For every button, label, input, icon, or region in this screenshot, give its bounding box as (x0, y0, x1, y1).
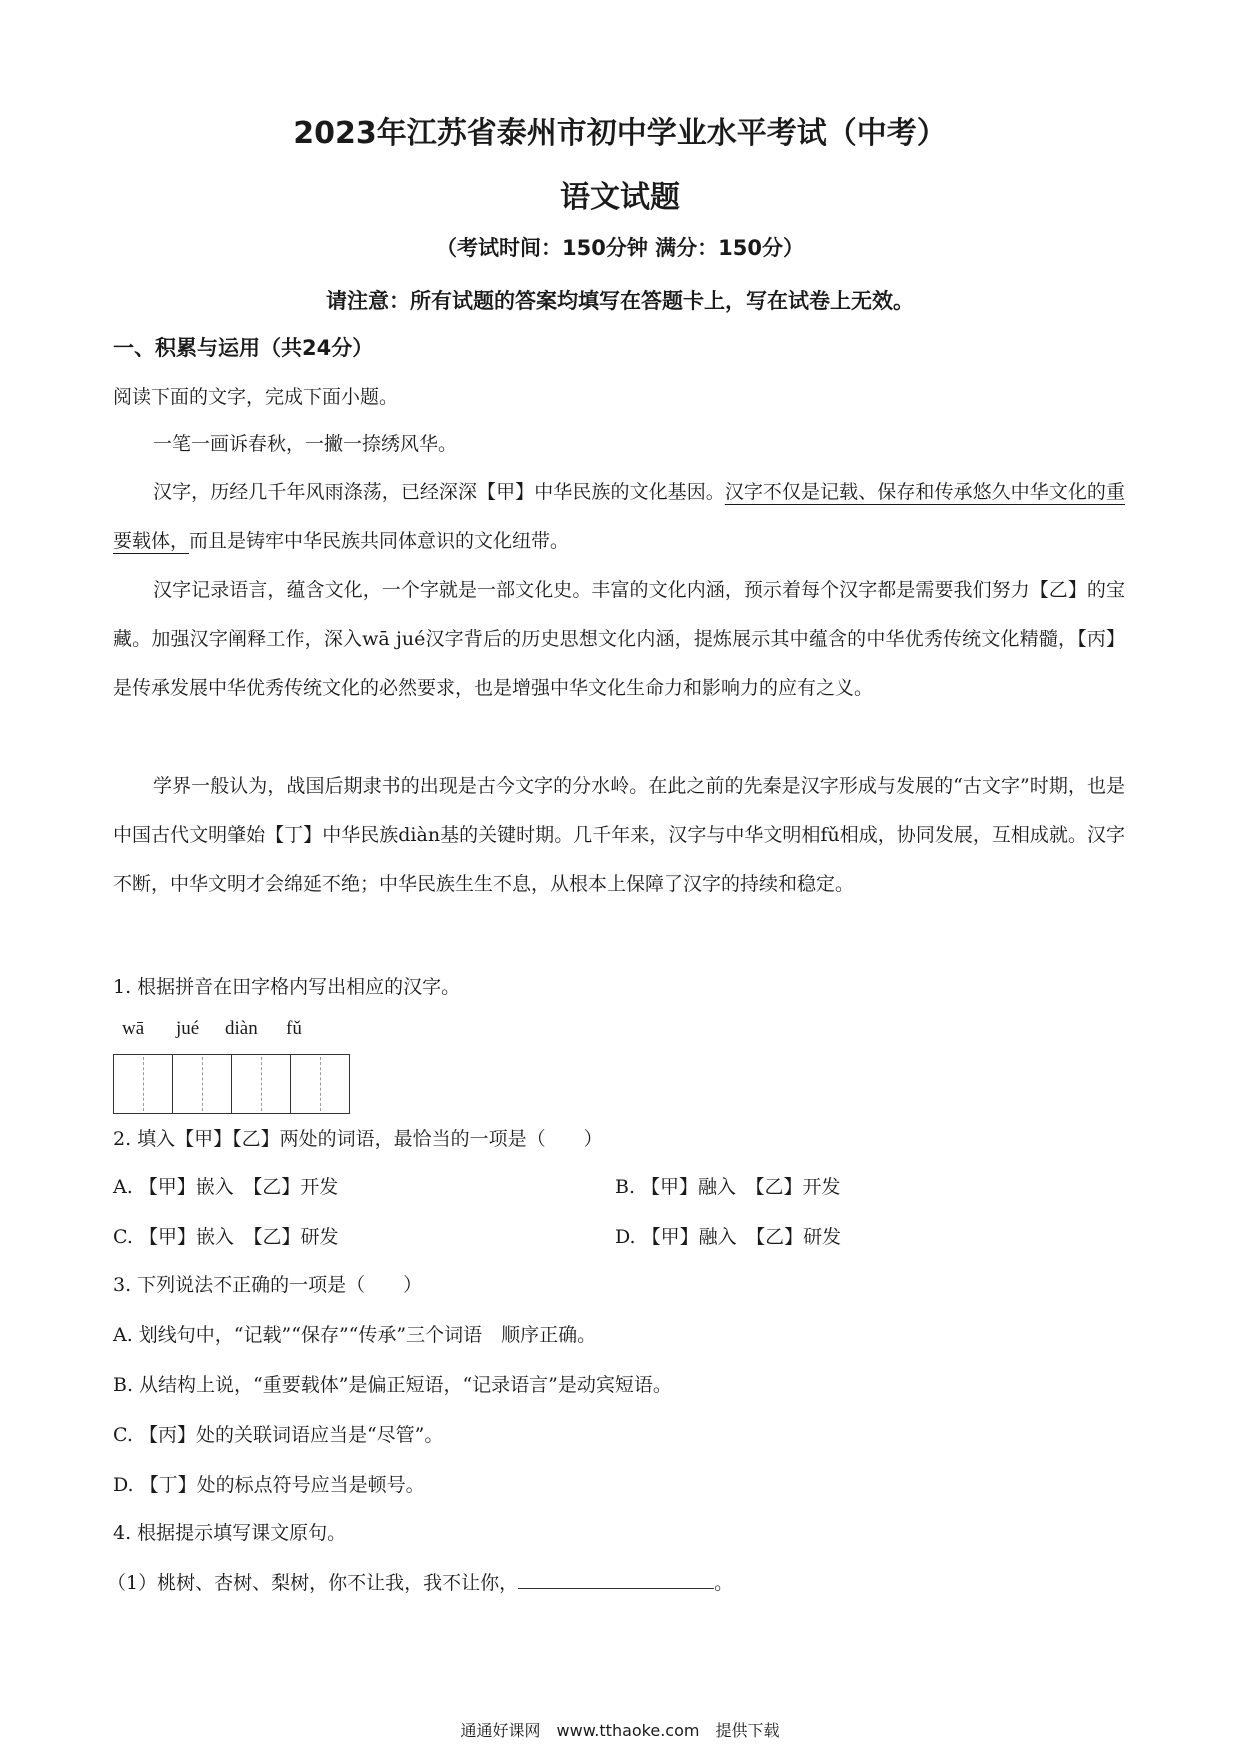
underlined-sentence: 汉字不仅是记载、保存和传承悠久中华文化的重要载体， (113, 481, 1125, 552)
question-2-stem: 2. 填入【甲】【乙】两处的词语，最恰当的一项是（ ） (113, 1128, 603, 1150)
q3-option-c: C. 【丙】处的关联词语应当是“尽管”。 (113, 1424, 444, 1446)
passage-paragraph-1: 一笔一画诉春秋，一撇一捺绣风华。 (153, 433, 458, 455)
page-footer: 通通好课网 www.tthaoke.com 提供下载 (460, 1721, 780, 1740)
reading-instruction: 阅读下面的文字，完成下面小题。 (113, 386, 399, 408)
exam-subtitle: 语文试题 (560, 180, 680, 215)
grid-cell[interactable] (114, 1055, 172, 1113)
question-4-stem: 4. 根据提示填写课文原句。 (113, 1522, 347, 1544)
pinyin-label: wā (122, 1018, 145, 1039)
passage-paragraph-3: 汉字记录语言，蕴含文化，一个字就是一部文化史。丰富的文化内涵，预示着每个汉字都是需要我们努力【乙】的宝藏。加强汉字阐释工作，深入wā jué汉字背后的历史思想文化内涵，提炼展示其中蕴含的中华优秀传统文化精髓，【丙】是传承发展中华优秀传统文化的必然要求，也是增强中华文化生命力和影响力的应有之义。 (113, 579, 1125, 699)
passage-paragraph-4: 学界一般认为，战国后期隶书的出现是古今文字的分水岭。在此之前的先秦是汉字形成与发展的“古文字”时期，也是中国古代文明肇始【丁】中华民族diàn基的关键时期。几千年来，汉字与中华文明相fǔ相成，协同发展，互相成就。汉字不断，中华文明才会绵延不绝；中华民族生生不息，从根本上保障了汉字的持续和稳定。 (113, 775, 1125, 895)
grid-cell[interactable] (172, 1055, 231, 1113)
exam-title: 2023年江苏省泰州市初中学业水平考试（中考） (293, 116, 947, 151)
question-1-stem: 1. 根据拼音在田字格内写出相应的汉字。 (113, 976, 461, 998)
q2-option-b: B. 【甲】融入 【乙】开发 (615, 1176, 841, 1198)
passage-paragraph-2: 汉字，历经几千年风雨涤荡，已经深深【甲】中华民族的文化基因。汉字不仅是记载、保存和传承悠久中华文化的重要载体，而且是铸牢中华民族共同体意识的文化纽带。 (113, 481, 1125, 552)
grid-cell[interactable] (290, 1055, 349, 1113)
character-grid (113, 1054, 350, 1114)
exam-info: （考试时间：150分钟 满分：150分） (436, 236, 804, 260)
pinyin-label: diàn (225, 1018, 258, 1039)
q2-option-c: C. 【甲】嵌入 【乙】研发 (113, 1226, 339, 1248)
q2-option-a: A. 【甲】嵌入 【乙】开发 (113, 1176, 339, 1198)
exam-notice: 请注意：所有试题的答案均填写在答题卡上，写在试卷上无效。 (326, 289, 914, 313)
grid-cell[interactable] (231, 1055, 290, 1113)
q3-option-b: B. 从结构上说，“重要载体”是偏正短语，“记录语言”是动宾短语。 (113, 1374, 672, 1396)
question-4-item-1: （1）桃树、杏树、梨树，你不让我，我不让你， 。 (107, 1568, 733, 1595)
answer-blank[interactable] (518, 1569, 714, 1589)
q3-option-a: A. 划线句中，“记载”“保存”“传承”三个词语 顺序正确。 (113, 1324, 597, 1346)
pinyin-label: fǔ (286, 1018, 302, 1039)
q2-option-d: D. 【甲】融入 【乙】研发 (615, 1226, 842, 1248)
question-3-stem: 3. 下列说法不正确的一项是（ ） (113, 1274, 423, 1296)
section-heading: 一、积累与运用（共24分） (113, 336, 374, 360)
pinyin-label: jué (176, 1018, 200, 1039)
q3-option-d: D. 【丁】处的标点符号应当是顿号。 (113, 1474, 425, 1496)
